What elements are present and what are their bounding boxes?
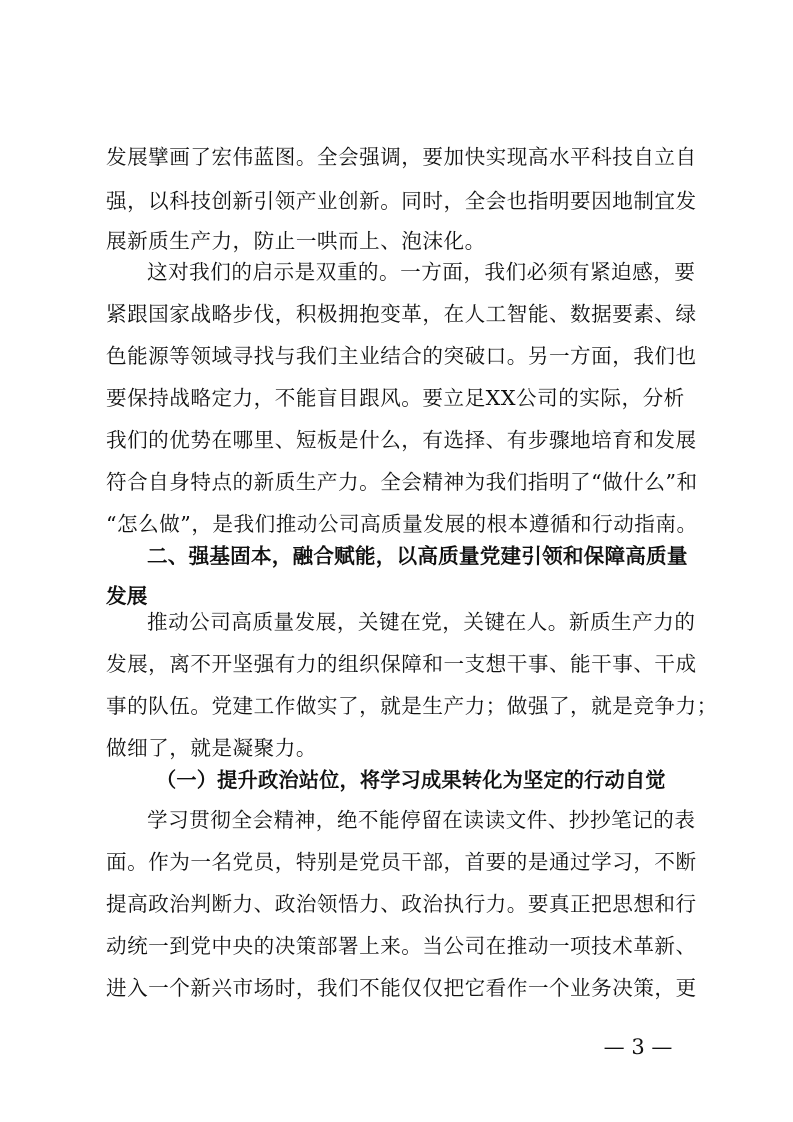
paragraph-line: 色能源等领域寻找与我们主业结合的突破口。另一方面，我们也 bbox=[106, 344, 697, 368]
paragraph-line: 紧跟国家战略步伐，积极拥抱变革，在人工智能、数据要素、绿 bbox=[106, 302, 697, 326]
paragraph-line: 推动公司高质量发展，关键在党，关键在人。新质生产力的 bbox=[147, 610, 696, 634]
paragraph-line: 面。作为一名党员，特别是党员干部，首要的是通过学习，不断 bbox=[106, 850, 697, 874]
paragraph-line: “怎么做”，是我们推动公司高质量发展的根本遵循和行动指南。 bbox=[106, 512, 698, 536]
section-heading: 二、强基固本，融合赋能，以高质量党建引领和保障高质量 bbox=[147, 544, 688, 568]
paragraph-line: 展新质生产力，防止一哄而上、泡沫化。 bbox=[106, 229, 486, 253]
subsection-heading: （一）提升政治站位，将学习成果转化为坚定的行动自觉 bbox=[156, 768, 666, 792]
paragraph-line: 做细了，就是凝聚力。 bbox=[106, 736, 317, 760]
paragraph-line: 要保持战略定力，不能盲目跟风。要立足XX公司的实际，分析 bbox=[106, 386, 685, 410]
paragraph-line: 发展擘画了宏伟蓝图。全会强调，要加快实现高水平科技自立自 bbox=[106, 145, 697, 169]
section-heading-continued: 发展 bbox=[106, 584, 148, 608]
paragraph-line: 发展，离不开坚强有力的组织保障和一支想干事、能干事、干成 bbox=[106, 652, 697, 676]
paragraph-line: 动统一到党中央的决策部署上来。当公司在推动一项技术革新、 bbox=[106, 934, 697, 958]
page-number: — 3 — bbox=[603, 1035, 673, 1059]
paragraph-line: 学习贯彻全会精神，绝不能停留在读读文件、抄抄笔记的表 bbox=[147, 808, 696, 832]
paragraph-line: 进入一个新兴市场时，我们不能仅仅把它看作一个业务决策，更 bbox=[106, 976, 697, 1000]
paragraph-line: 提高政治判断力、政治领悟力、政治执行力。要真正把思想和行 bbox=[106, 892, 697, 916]
paragraph-line: 符合自身特点的新质生产力。全会精神为我们指明了“做什么”和 bbox=[106, 470, 698, 494]
paragraph-line: 这对我们的启示是双重的。一方面，我们必须有紧迫感，要 bbox=[147, 260, 696, 284]
paragraph-line: 事的队伍。党建工作做实了，就是生产力；做强了，就是竞争力； bbox=[106, 694, 718, 718]
paragraph-line: 我们的优势在哪里、短板是什么，有选择、有步骤地培育和发展 bbox=[106, 428, 697, 452]
paragraph-line: 强，以科技创新引领产业创新。同时，全会也指明要因地制宜发 bbox=[106, 189, 697, 213]
